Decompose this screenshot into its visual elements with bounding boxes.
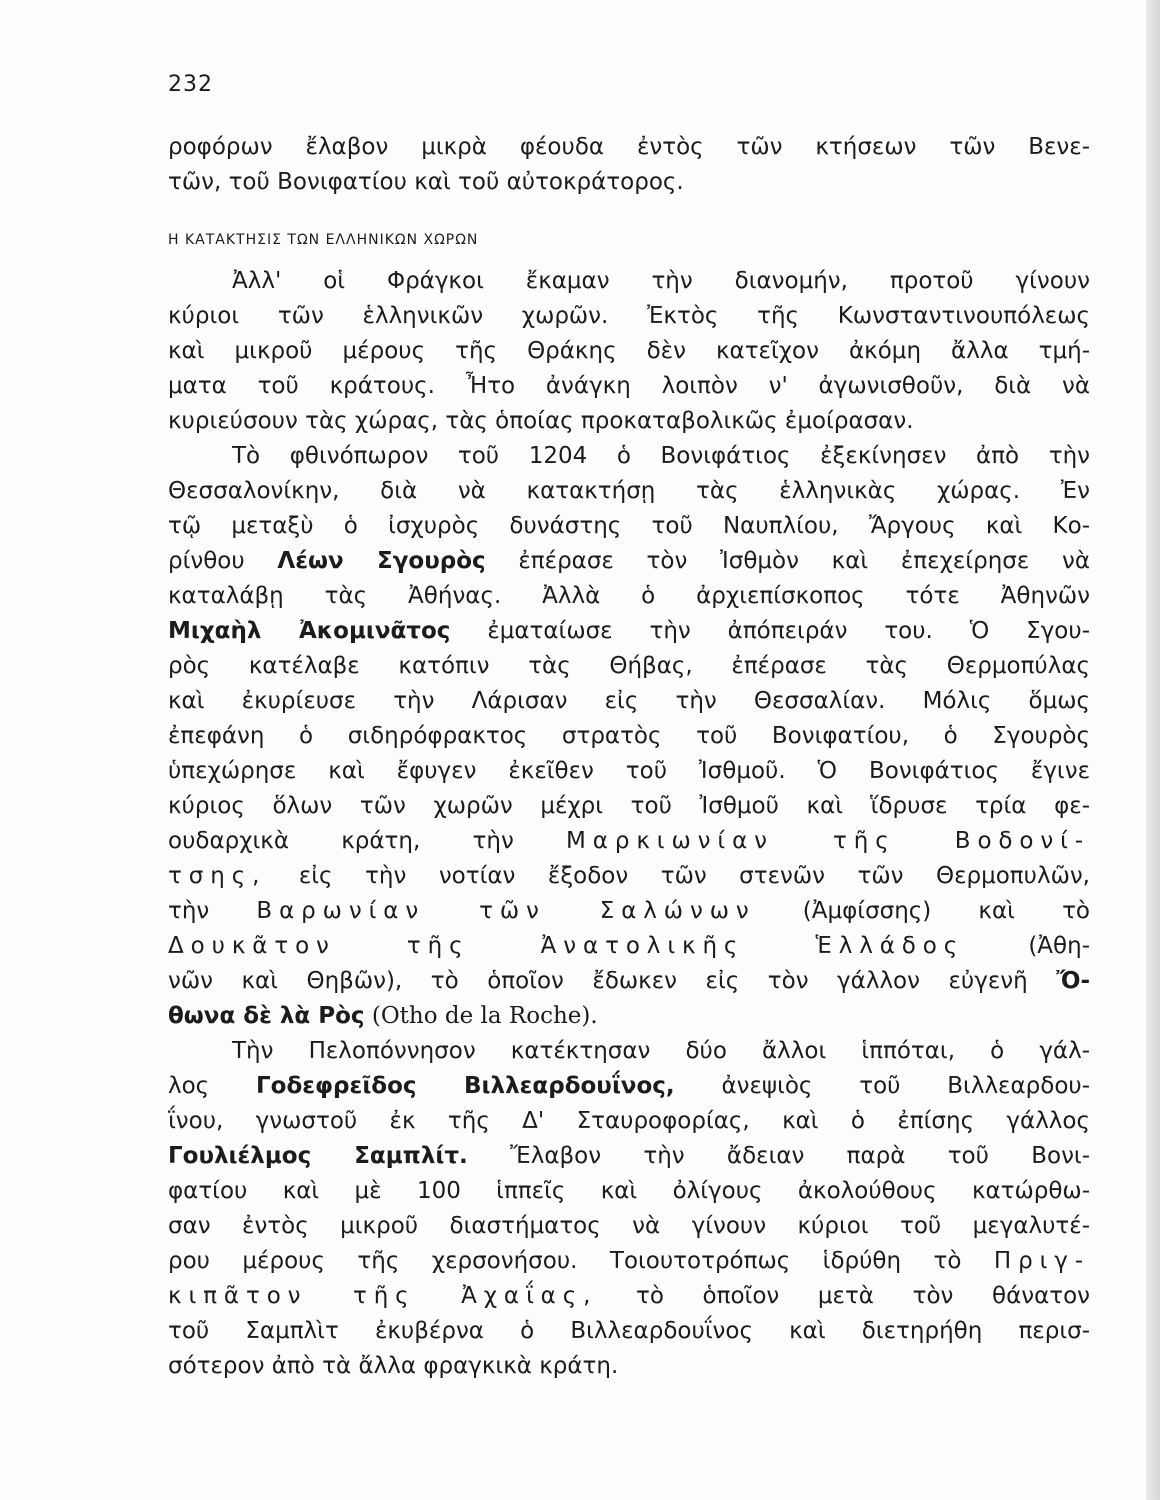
text-line: ΐνου, γνωστοῦ ἐκ τῆς Δ' Σταυροφορίας, καὶ ὁ ἐπίσης γάλλος <box>168 1108 1090 1134</box>
text-line <box>168 544 1090 579</box>
text-run: λος <box>168 1073 256 1099</box>
text-line: ἐπεφάνη ὁ σιδηρόφρακτος στρατὸς τοῦ Βονιφατίου, ὁ Σγουρὸς <box>168 723 1090 749</box>
spaced-name: Δουκᾶτον τῆς Ἀνατολικῆς Ἑλλάδος <box>168 933 965 959</box>
text-run: νῶν καὶ Θηβῶν), τὸ ὁποῖον ἔδωκεν εἰς τὸν γάλλον εὐγενῆ <box>168 968 1057 994</box>
text-line <box>168 1069 1090 1104</box>
bold-name: Ὄ- <box>1056 968 1090 994</box>
text-line: Τὴν Πελοπόννησον κατέκτησαν δύο ἄλλοι ἱππόται, ὁ γάλ- <box>232 1038 1090 1064</box>
page-number: 232 <box>168 72 213 97</box>
text-line: καὶ ἐκυρίευσε τὴν Λάρισαν εἰς τὴν Θεσσαλίαν. Μόλις ὅμως <box>168 688 1090 714</box>
text-line: Θεσσαλονίκην, διὰ νὰ κατακτήσῃ τὰς ἑλληνικὰς χώρας. Ἐν <box>168 478 1090 504</box>
text-line: κυριεύσουν τὰς χώρας, τὰς ὁποίας προκαταβολικῶς ἐμοίρασαν. <box>168 408 914 434</box>
spaced-name: Βαρωνίαν τῶν Σαλώνων <box>256 898 756 924</box>
text-line: Τὸ φθινόπωρον τοῦ 1204 ὁ Βονιφάτιος ἐξεκίνησεν ἀπὸ τὴν <box>232 443 1090 469</box>
spaced-name: Πριγ- <box>993 1248 1090 1274</box>
bold-name: Λέων Σγουρὸς <box>277 548 486 574</box>
text-line: καταλάβῃ τὰς Ἀθήνας. Ἀλλὰ ὁ ἀρχιεπίσκοπος τότε Ἀθηνῶν <box>168 583 1090 609</box>
text-run: ρου μέρους τῆς χερσονήσου. Τοιουτοτρόπως ἱδρύθη τὸ <box>168 1248 994 1274</box>
text-line: τῶν, τοῦ Βονιφατίου καὶ τοῦ αὐτοκράτορος. <box>168 169 684 195</box>
bold-name: Γουλιέλμος Σαμπλίτ. <box>168 1143 468 1169</box>
text-line: Ἀλλ' οἱ Φράγκοι ἔκαμαν τὴν διανομήν, προτοῦ γίνουν <box>232 268 1090 294</box>
bold-name: Γοδεφρεῖδος Βιλλεαρδουΐνος, <box>256 1073 675 1099</box>
text-line <box>168 859 1090 894</box>
text-line <box>168 1279 1090 1314</box>
text-line: κύριοι τῶν ἑλληνικῶν χωρῶν. Ἐκτὸς τῆς Κωνσταντινουπόλεως <box>168 303 1090 329</box>
text-run: ἀνεψιὸς τοῦ Βιλλεαρδου- <box>674 1073 1090 1099</box>
text-line <box>168 614 1090 649</box>
text-line <box>168 824 1090 859</box>
main-text <box>168 264 1090 1384</box>
text-line: καὶ μικροῦ μέρους τῆς Θράκης δὲν κατεῖχον ἀκόμη ἄλλα τμή- <box>168 338 1090 364</box>
text-line: ρὸς κατέλαβε κατόπιν τὰς Θήβας, ἐπέρασε τὰς Θερμοπύλας <box>168 653 1090 679</box>
text-line: σαν ἐντὸς μικροῦ διαστήματος νὰ γίνουν κύριοι τοῦ μεγαλυτέ- <box>168 1213 1090 1239</box>
section-heading: Η ΚΑΤΑΚΤΗΣΙΣ ΤΩΝ ΕΛΛΗΝΙΚΩΝ ΧΩΡΩΝ <box>168 232 479 248</box>
text-line <box>168 929 1090 964</box>
text-line <box>168 894 1090 929</box>
text-run: (Ἀμφίσσης) καὶ τὸ <box>755 898 1090 924</box>
text-line <box>168 964 1090 999</box>
text-line: ὑπεχώρησε καὶ ἔφυγεν ἐκεῖθεν τοῦ Ἰσθμοῦ. Ὁ Βονιφάτιος ἔγινε <box>168 758 1090 784</box>
text-run: τὴν <box>168 898 257 924</box>
text-line <box>168 1244 1090 1279</box>
text-run: ἐπέρασε τὸν Ἰσθμὸν καὶ ἐπεχείρησε νὰ <box>485 548 1090 574</box>
text-run: Ἔλαβον τὴν ἄδειαν παρὰ τοῦ Βονι- <box>467 1143 1090 1169</box>
text-line: ροφόρων ἔλαβον μικρὰ φέουδα ἐντὸς τῶν κτήσεων τῶν Βενε- <box>168 134 1090 160</box>
text-line: φατίου καὶ μὲ 100 ἱππεῖς καὶ ὀλίγους ἀκολούθους κατώρθω- <box>168 1178 1090 1204</box>
text-run: ἐματαίωσε τὴν ἀπόπειράν του. Ὁ Σγου- <box>450 618 1090 644</box>
text-run: τὸ ὁποῖον μετὰ τὸν θάνατον <box>597 1283 1091 1309</box>
spaced-name: τσης, <box>168 863 267 889</box>
text-line: ματα τοῦ κράτους. Ἦτο ἀνάγκη λοιπὸν ν' ἀγωνισθοῦν, διὰ νὰ <box>168 373 1090 399</box>
text-run: εἰς τὴν νοτίαν ἔξοδον τῶν στενῶν τῶν Θερμοπυλῶν, <box>266 863 1090 889</box>
text-line: τῷ μεταξὺ ὁ ἰσχυρὸς δυνάστης τοῦ Ναυπλίου, Ἄργους καὶ Κο- <box>168 513 1090 539</box>
text-line: κύριος ὅλων τῶν χωρῶν μέχρι τοῦ Ἰσθμοῦ καὶ ἵδρυσε τρία φε- <box>168 793 1090 819</box>
text-line <box>168 999 1090 1034</box>
text-line <box>168 1139 1090 1174</box>
spaced-name: κιπᾶτον τῆς Ἀχαΐας, <box>168 1283 598 1309</box>
bold-name: Μιχαὴλ Ἀκομινᾶτος <box>168 618 451 644</box>
bold-name: θωνα δὲ λὰ Ρὸς <box>168 1003 365 1029</box>
latin-name: (Otho de la Roche). <box>364 1003 598 1029</box>
text-run: ρίνθου <box>168 548 278 574</box>
text-line: σότερον ἀπὸ τὰ ἄλλα φραγκικὰ κράτη. <box>168 1353 619 1379</box>
spaced-name: Μαρκιωνίαν τῆς Βοδονί- <box>566 828 1090 854</box>
page-edge-shadow <box>1146 0 1160 1500</box>
text-run: ουδαρχικὰ κράτη, τὴν <box>168 828 567 854</box>
text-run: (Ἀθη- <box>964 933 1090 959</box>
continued-text <box>168 130 1090 200</box>
text-line: τοῦ Σαμπλὶτ ἐκυβέρνα ὁ Βιλλεαρδουΐνος καὶ διετηρήθη περισ- <box>168 1318 1090 1344</box>
